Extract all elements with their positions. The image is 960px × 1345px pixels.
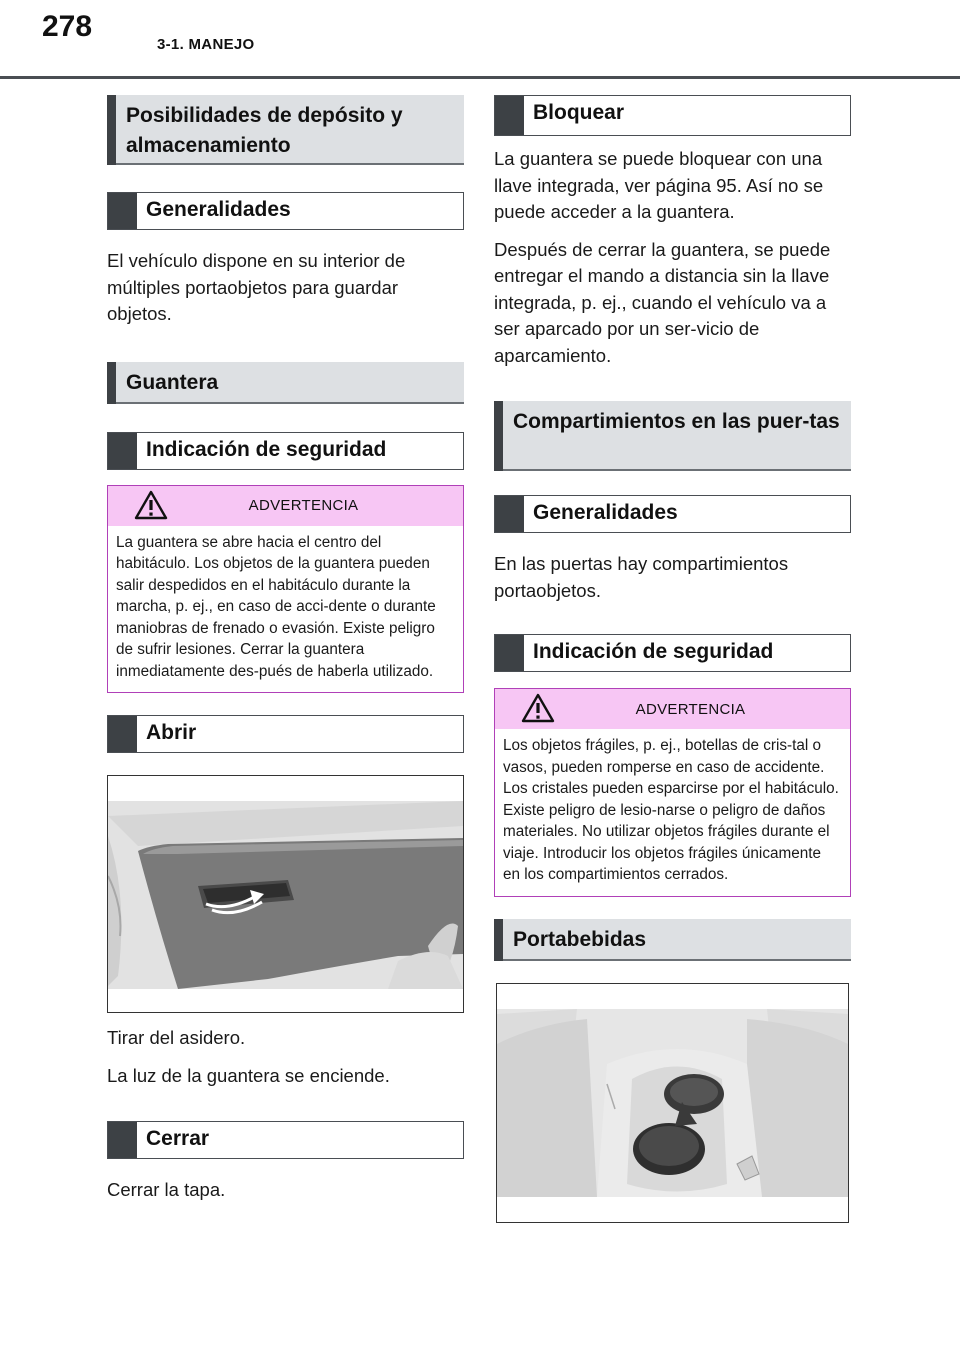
section-label: 3-1. MANEJO <box>157 36 255 53</box>
paragraph-lock-1: La guantera se puede bloquear con una llave integrada, ver página 95. Así no se puede acceder a la guantera. <box>494 148 824 222</box>
heading-glovebox: Guantera <box>107 362 464 404</box>
page-number: 278 <box>42 10 93 43</box>
warning-header <box>108 486 463 526</box>
warning-text-right: Los objetos frágiles, p. ej., botellas de cris-tal o vasos, pueden romperse en caso de accidente. Los cristales pueden esparcirse por el habitáculo. Existe peligro de lesio-narse o peligro de daños materiales. No utilizar objetos frágiles durante el viaje. Introducir los objetos frágiles únicamente en los compartimientos cerrados. <box>503 737 839 883</box>
cupholder-illustration <box>497 984 848 1222</box>
heading-general-right: Generalidades <box>494 495 851 533</box>
page-header <box>0 0 960 80</box>
heading-door-compartments: Compartimientos en las puer-tas <box>494 401 851 471</box>
paragraph-general-right: En las puertas hay compartimientos portaobjetos. <box>494 553 789 601</box>
warning-triangle-icon <box>134 490 168 520</box>
heading-close: Cerrar <box>107 1121 464 1159</box>
heading-safety-right: Indicación de seguridad <box>494 634 851 672</box>
warning-triangle-icon <box>521 693 555 723</box>
warning-text: La guantera se abre hacia el centro del habitáculo. Los objetos de la guantera pueden salir despedidos en el habitáculo durante la marcha, p. ej., en caso de acci-dente o durante maniobras de frenado o evasión. Existe peligro de sufrir lesiones. Cerrar la guantera inmediatamente des-pués de haberla utilizado. <box>116 533 436 680</box>
figure-glovebox-handle <box>107 775 464 1013</box>
warning-header-right <box>495 689 850 729</box>
warning-box-glovebox <box>107 485 464 694</box>
paragraph-open-1: Tirar del asidero. <box>107 1027 246 1048</box>
heading-cupholders: Portabebidas <box>494 919 851 961</box>
paragraph-general: El vehículo dispone en su interior de múltiples portaobjetos para guardar objetos. <box>107 250 406 324</box>
warning-title: ADVERTENCIA <box>248 497 359 514</box>
heading-safety: Indicación de seguridad <box>107 432 464 470</box>
warning-box-doors <box>494 688 851 897</box>
right-column <box>494 95 851 1235</box>
warning-title-right: ADVERTENCIA <box>635 700 746 718</box>
heading-general: Generalidades <box>107 192 464 230</box>
header-rule <box>0 76 960 79</box>
figure-cupholders <box>496 983 849 1223</box>
left-column <box>107 95 464 1215</box>
paragraph-close: Cerrar la tapa. <box>107 1179 226 1200</box>
heading-storage: Posibilidades de depósito y almacenamiento <box>107 95 464 165</box>
glovebox-illustration <box>108 776 463 1012</box>
heading-open: Abrir <box>107 715 464 753</box>
paragraph-open-2: La luz de la guantera se enciende. <box>107 1064 390 1086</box>
heading-lock: Bloquear <box>494 95 851 136</box>
paragraph-lock-2: Después de cerrar la guantera, se puede entregar el mando a distancia sin la llave integrada, p. ej., cuando el vehículo va a ser aparcado por un ser-vicio de aparcamiento. <box>494 238 831 366</box>
